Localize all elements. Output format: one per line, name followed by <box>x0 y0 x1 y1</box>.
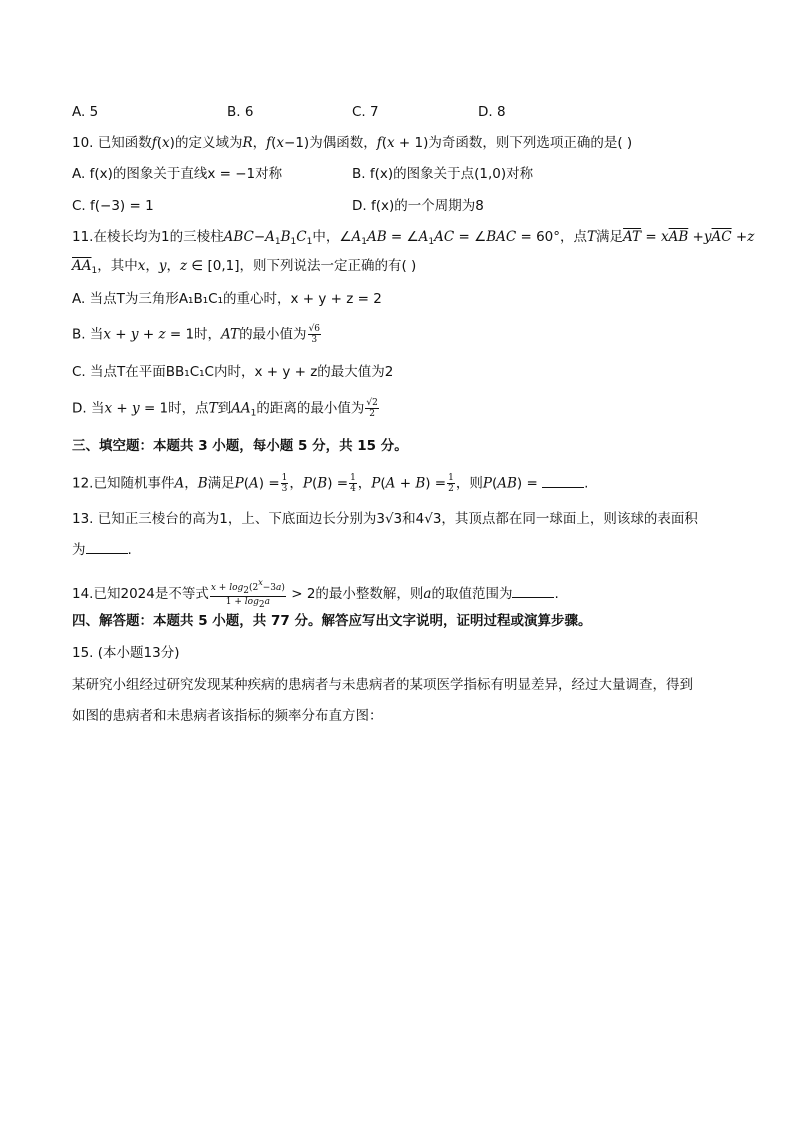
q10-stem-prefix: 10. 已知函数 <box>72 135 152 151</box>
q15-line2: 如图的患病者和未患病者该指标的频率分布直方图： <box>72 708 383 724</box>
section-4-heading: 四、解答题：本题共 5 小题，共 77 分。解答应写出文字说明，证明过程或演算步骤。 <box>72 613 592 629</box>
q14-answer-blank <box>512 585 554 598</box>
q15-title: 15. (本小题13分) <box>72 645 180 661</box>
q9-option-c: C. 7 <box>352 104 379 120</box>
q9-option-a: A. 5 <box>72 104 99 120</box>
q12-number: 12. <box>72 475 94 492</box>
q13-answer-blank <box>86 541 128 554</box>
q11-option-d: D. 当x + y = 1时，点T到$AA_1$的距离的最小值为 $\frac{√2}{2}$ <box>72 398 378 419</box>
q11-stem-line1: 11.在棱长均为1的三棱柱$ABC-A_1B_1C_1$中，$\angle A_1AB$ = $\angle A_1AC$ = ∠BAC = 60°，点T满足$\overline{AT} = x\overline{AB} +y\overline{AC} +z$ <box>72 229 755 247</box>
q14-number: 14. <box>72 586 94 602</box>
q9-option-b: B. 6 <box>227 104 254 120</box>
q13-line1: 13. 已知正三棱台的高为1，上、下底面边长分别为3√3和4√3，其顶点都在同一球面上，则该球的表面积 <box>72 511 698 527</box>
q10-option-d: D. f(x)的一个周期为8 <box>352 198 484 214</box>
q10-option-b: B. f(x)的图象关于点(1,0)对称 <box>352 166 534 182</box>
q11-option-b: B. 当x + y + z = 1时，AT的最小值为 $\frac{√6}{3}$ <box>72 324 321 345</box>
q11-option-c: C. 当点T在平面BB₁C₁C内时，x + y + z的最大值为2 <box>72 364 394 380</box>
q9-option-d: D. 8 <box>478 104 506 120</box>
q11-stem-line2: $\overline{AA}_1$，其中x，y，z ∈ [0,1]，则下列说法一定正确的有( ) <box>72 258 417 276</box>
q14-inequality-fraction: $\frac{x + \log 2(2x-3a)}{1 + \log 2a}$ <box>210 578 285 610</box>
section-3-heading: 三、填空题：本题共 3 小题，每小题 5 分，共 15 分。 <box>72 438 408 454</box>
q13-line2-text: 为 <box>72 542 86 558</box>
q10-option-a: A. f(x)的图象关于直线x = −1对称 <box>72 166 283 182</box>
q10-option-c: C. f(−3) = 1 <box>72 198 154 214</box>
q10-stem-suffix: 为奇函数，则下列选项正确的是( ) <box>428 135 633 151</box>
q12-answer-blank <box>542 475 584 488</box>
q15-line1: 某研究小组经过研究发现某种疾病的患病者与未患病者的某项医学指标有明显差异，经过大量调查，得到 <box>72 677 693 693</box>
q11-number: 11. <box>72 229 94 245</box>
q13-line2: 为 . <box>72 542 132 558</box>
q12-stem: 12.已知随机事件A，B满足P(A) = $\frac{1}{3}$ ，P(B) = $\frac{1}{4}$ ，P(A + B) = $\frac{1}{2}$ ，则P(AB) = . <box>72 473 589 494</box>
q10-stem: 10. 已知函数f(x)的定义域为R，f(x−1)为偶函数，f(x + 1)为奇函数，则下列选项正确的是( ) <box>72 135 633 151</box>
q11-option-a: A. 当点T为三角形A₁B₁C₁的重心时，x + y + z = 2 <box>72 291 382 307</box>
q14-stem: 14.已知2024是不等式 $\frac{x + \log 2(2x-3a)}{1 + \log 2a}$ > 2的最小整数解，则a的取值范围为 . <box>72 578 559 610</box>
